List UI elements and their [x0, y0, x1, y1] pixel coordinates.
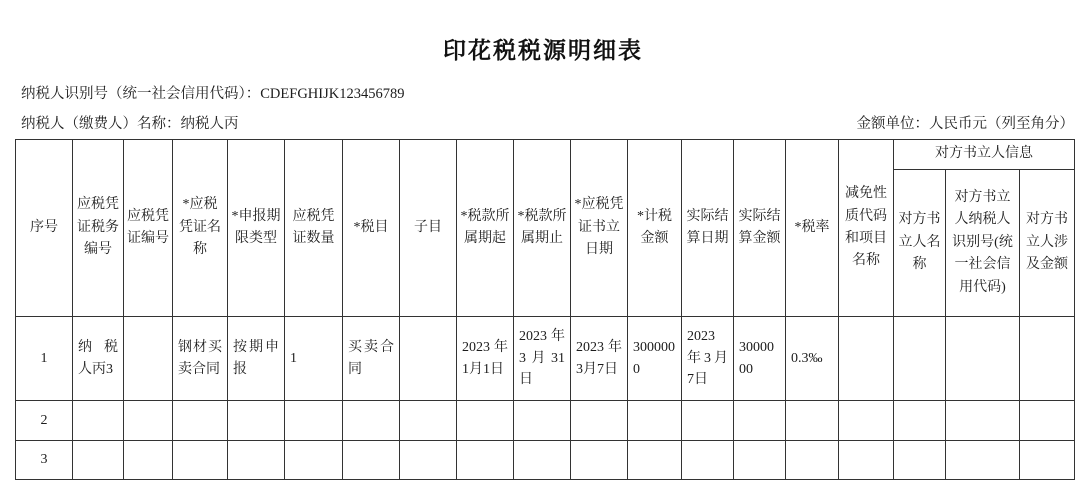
- cell-doc-tax-number: 纳税人丙3: [73, 317, 124, 401]
- cell-taxable-amount: [628, 441, 682, 480]
- col-header-tax-rate: *税率: [786, 140, 839, 317]
- col-group-counterparty-info: 对方书立人信息: [894, 140, 1075, 170]
- cell-counterparty-amount: [1020, 401, 1075, 441]
- table-row-1: [16, 317, 1075, 401]
- cell-doc-name: 钢材买卖合同: [173, 317, 228, 401]
- cell-relief-code-name: [839, 441, 894, 480]
- cell-counterparty-amount: [1020, 441, 1075, 480]
- cell-doc-sign-date: 2023年3月7日: [571, 317, 628, 401]
- col-header-doc-sign-date: *应税凭证书立日期: [571, 140, 628, 317]
- table-row-3: [16, 441, 1075, 480]
- cell-doc-sign-date: [571, 401, 628, 441]
- cell-doc-quantity: [285, 441, 343, 480]
- col-header-seq: 序号: [16, 140, 73, 317]
- table-row-2: [16, 401, 1075, 441]
- cell-counterparty-name: [894, 441, 946, 480]
- cell-period-start: [457, 401, 514, 441]
- cell-tax-rate: [786, 401, 839, 441]
- col-header-doc-name: *应税凭证名称: [173, 140, 228, 317]
- info-row: [21, 112, 1074, 133]
- taxpayer-id-line: 纳税人识别号（统一社会信用代码）：CDEFGHIJK123456789: [21, 86, 405, 102]
- cell-tax-item: 买卖合同: [343, 317, 400, 401]
- cell-filing-period-type: 按期申报: [228, 317, 285, 401]
- col-header-doc-quantity: 应税凭证数量: [285, 140, 343, 317]
- col-header-filing-period-type: *申报期限类型: [228, 140, 285, 317]
- header-row-top: [16, 140, 1075, 170]
- col-header-tax-item: *税目: [343, 140, 400, 317]
- col-header-period-start: *税款所属期起: [457, 140, 514, 317]
- cell-doc-number: [124, 401, 173, 441]
- cell-period-start: 2023年1月1日: [457, 317, 514, 401]
- cell-tax-rate: [786, 441, 839, 480]
- cell-relief-code-name: [839, 401, 894, 441]
- cell-counterparty-amount: [1020, 317, 1075, 401]
- cell-seq: 1: [16, 317, 73, 401]
- col-header-taxable-amount: *计税金额: [628, 140, 682, 317]
- col-header-counterparty-amount: 对方书立人涉及金额: [1020, 170, 1075, 317]
- col-header-counterparty-name: 对方书立人名称: [894, 170, 946, 317]
- cell-doc-name: [173, 441, 228, 480]
- cell-period-end: [514, 401, 571, 441]
- cell-tax-item: [343, 401, 400, 441]
- col-header-period-end: *税款所属期止: [514, 140, 571, 317]
- cell-sub-item: [400, 401, 457, 441]
- cell-settlement-amount: [734, 401, 786, 441]
- cell-settlement-amount: [734, 441, 786, 480]
- col-header-counterparty-id: 对方书立人纳税人识别号(统一社会信用代码): [946, 170, 1020, 317]
- cell-counterparty-id: [946, 317, 1020, 401]
- col-header-sub-item: 子目: [400, 140, 457, 317]
- cell-tax-item: [343, 441, 400, 480]
- cell-sub-item: [400, 441, 457, 480]
- col-header-doc-tax-number: 应税凭证税务编号: [73, 140, 124, 317]
- page-title: 印花税税源明细表: [443, 38, 643, 63]
- cell-sub-item: [400, 317, 457, 401]
- tax-source-detail-table: [15, 139, 1075, 480]
- cell-doc-number: [124, 441, 173, 480]
- cell-period-start: [457, 441, 514, 480]
- taxpayer-name-line: 纳税人（缴费人）名称：纳税人丙: [21, 116, 239, 132]
- cell-taxable-amount: [628, 401, 682, 441]
- cell-counterparty-name: [894, 401, 946, 441]
- cell-tax-rate: 0.3‰: [786, 317, 839, 401]
- cell-seq: 3: [16, 441, 73, 480]
- cell-doc-tax-number: [73, 401, 124, 441]
- cell-doc-name: [173, 401, 228, 441]
- cell-doc-sign-date: [571, 441, 628, 480]
- cell-settlement-date: 2023年3月7日: [682, 317, 734, 401]
- col-header-settlement-amount: 实际结算金额: [734, 140, 786, 317]
- cell-period-end: 2023年3月31日: [514, 317, 571, 401]
- cell-filing-period-type: [228, 441, 285, 480]
- cell-doc-number: [124, 317, 173, 401]
- cell-settlement-date: [682, 441, 734, 480]
- cell-taxable-amount: 3000000: [628, 317, 682, 401]
- cell-relief-code-name: [839, 317, 894, 401]
- cell-settlement-date: [682, 401, 734, 441]
- col-header-doc-number: 应税凭证编号: [124, 140, 173, 317]
- cell-counterparty-id: [946, 401, 1020, 441]
- cell-period-end: [514, 441, 571, 480]
- cell-counterparty-name: [894, 317, 946, 401]
- cell-doc-tax-number: [73, 441, 124, 480]
- amount-unit-line: 金额单位：人民币元（列至角分）: [856, 116, 1074, 132]
- cell-counterparty-id: [946, 441, 1020, 480]
- cell-filing-period-type: [228, 401, 285, 441]
- cell-doc-quantity: [285, 401, 343, 441]
- cell-seq: 2: [16, 401, 73, 441]
- cell-settlement-amount: 3000000: [734, 317, 786, 401]
- col-header-settlement-date: 实际结算日期: [682, 140, 734, 317]
- col-header-relief-code-name: 减免性质代码和项目名称: [839, 140, 894, 317]
- cell-doc-quantity: 1: [285, 317, 343, 401]
